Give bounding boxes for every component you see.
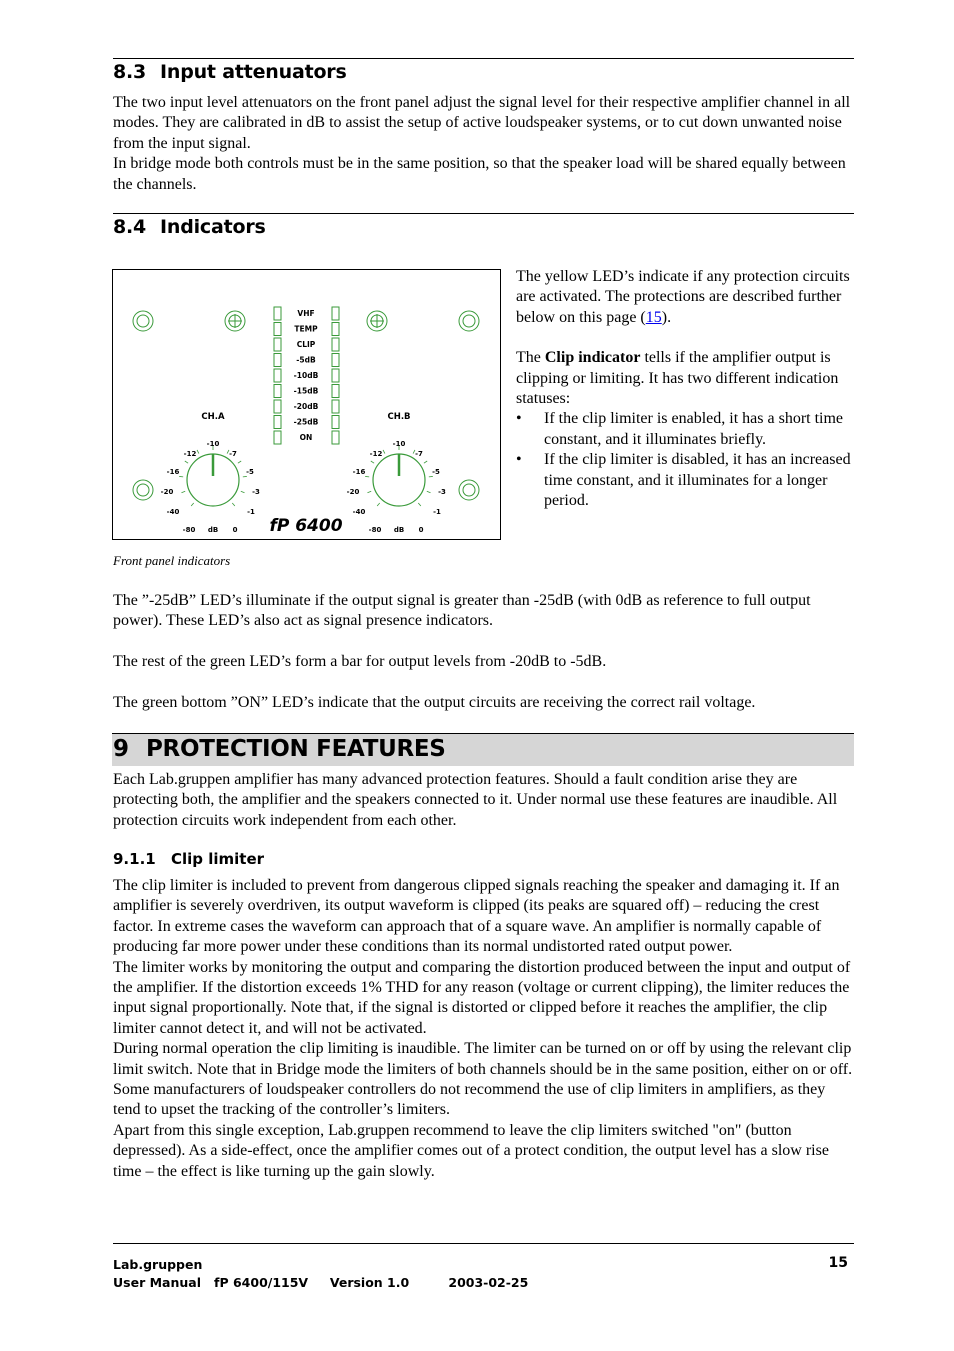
- scale-label: -7: [229, 450, 237, 458]
- led-indicator: [274, 338, 281, 351]
- ch-b-label: CH.B: [387, 412, 411, 422]
- subsection-heading-9-1-1: [113, 850, 264, 868]
- scale-label: -5: [246, 468, 254, 476]
- scale-label: -16: [166, 468, 180, 476]
- chapter-title-text: PROTECTION FEATURES: [146, 736, 446, 762]
- phillips-screw-icon: [367, 311, 387, 331]
- screw-icon: [133, 311, 153, 331]
- list-item-text: If the clip limiter is disabled, it has an increased time constant, and it illuminates for a longer period.: [544, 451, 851, 510]
- chapter-heading-9: [112, 733, 854, 766]
- attenuator-knob: [347, 440, 446, 534]
- led-label: VHF: [297, 309, 315, 318]
- text: The yellow LED’s indicate if any protection circuits are activated. The protections are described further below on this page (: [516, 268, 850, 326]
- scale-label: -1: [433, 508, 441, 516]
- led-indicator: [332, 354, 339, 367]
- footer-document-info: User Manual fP 6400/115V Version 1.0 2003-02-25: [113, 1275, 529, 1290]
- led-label: -25dB: [293, 417, 319, 427]
- section-heading-8-4: [113, 216, 266, 238]
- phillips-screw-icon: [225, 311, 245, 331]
- paragraph: During normal operation the clip limiting is inaudible. The limiter can be turned on or off by using the relevant clip limit switch. Note that in Bridge mode the limiters of both channels should be in the same position, either on or off.: [113, 1040, 853, 1078]
- led-label: -5dB: [296, 355, 316, 365]
- paragraph: The limiter works by monitoring the output and comparing the distortion produced between the input and output of the amplifier. If the distortion exceeds 1% THD for any reason (voltage or current clipping), the limiter reduces the input signal proportionally. Note that, if the signal is distorted or clipped before it reaches the amplifier, the clip limiter cannot detect it, and will not be activated.: [113, 958, 851, 1037]
- attenuator-knob: [161, 440, 260, 534]
- bold-term: Clip indicator: [544, 349, 641, 367]
- led-label: CLIP: [296, 340, 316, 349]
- scale-label: -40: [352, 508, 366, 516]
- bullet: •: [516, 451, 522, 469]
- paragraph: [516, 267, 851, 328]
- chapter-title: [113, 736, 446, 762]
- scale-label: -12: [369, 450, 383, 458]
- paragraph: [516, 348, 851, 409]
- list-item-text: If the clip limiter is enabled, it has a short time constant, and it illuminates briefly.: [544, 410, 844, 448]
- scale-label: -20: [346, 488, 360, 496]
- list-item: [516, 409, 851, 450]
- screw-icon: [133, 480, 153, 500]
- led-label: -10dB: [293, 371, 319, 380]
- section-8-3-body: [113, 93, 854, 195]
- front-panel-drawing: [113, 270, 500, 539]
- footer-company: Lab.gruppen: [113, 1257, 203, 1272]
- text: tells if the amplifier output is clipping or limiting. It has two different indication statuses:: [516, 349, 839, 408]
- scale-label: dB: [207, 526, 219, 534]
- paragraph: The clip limiter is included to prevent from dangerous clipped signals reaching the speaker and damaging it. If an amplifier is severely overdriven, its output waveform is clipped (its peaks are squared off) – reducing the crest factor. In extreme cases the waveform can approach that of a square wave. An amplifier is normally capable of producing far more power under these conditions than its normal undistorted rated output power.: [113, 877, 840, 956]
- section-title: Indicators: [160, 216, 266, 238]
- scale-label: -10: [392, 440, 406, 448]
- section-heading-8-3: [113, 61, 347, 83]
- led-indicator: [332, 369, 339, 382]
- paragraph: Each Lab.gruppen amplifier has many advanced protection features. Should a fault condition arise they are protecting both, the amplifier and the speakers connected to it. Under normal use these features are inaudible. All protection circuits work independent from each other.: [113, 771, 838, 829]
- section-number: 8.4: [113, 216, 147, 238]
- scale-label: -80: [182, 526, 196, 534]
- indicator-description: [516, 267, 851, 511]
- scale-label: -7: [415, 450, 423, 458]
- led-indicator: [274, 369, 281, 382]
- bullet-list: [516, 409, 851, 511]
- scale-label: -5: [432, 468, 440, 476]
- ch-a-label: CH.A: [201, 412, 225, 422]
- led-indicator: [274, 323, 281, 336]
- led-label: ON: [299, 433, 313, 442]
- paragraph: Some manufacturers of loudspeaker controllers do not recommend the use of clip limiters in amplifiers, as they tend to upset the tracking of the controller’s limiters.: [113, 1081, 826, 1119]
- scale-label: -10: [206, 440, 220, 448]
- section-number: 8.3: [113, 61, 147, 83]
- scale-label: 0: [418, 526, 424, 534]
- scale-label: -20: [160, 488, 174, 496]
- scale-label: -3: [438, 488, 446, 496]
- paragraph: Apart from this single exception, Lab.gruppen recommend to leave the clip limiters switched "on" (button depressed). As a side-effect, once the amplifier comes out of a protect condition, the output level has a slow rise time – the effect is like turning up the gain slowly.: [113, 1121, 829, 1180]
- subsection-number: 9.1.1: [113, 850, 156, 868]
- screw-icon: [459, 480, 479, 500]
- paragraph: The rest of the green LED’s form a bar for output levels from -20dB to -5dB.: [113, 653, 607, 670]
- scale-label: -80: [368, 526, 382, 534]
- led-label: -20dB: [293, 402, 319, 411]
- page-number: 15: [828, 1255, 848, 1271]
- led-indicator: [274, 307, 281, 320]
- paragraph: In bridge mode both controls must be in the same position, so that the speaker load will be shared equally between the channels.: [113, 155, 846, 193]
- led-indicator: [332, 338, 339, 351]
- footer-rule: [113, 1243, 854, 1244]
- chapter-number: 9: [113, 736, 129, 762]
- led-indicator: [332, 416, 339, 429]
- front-panel-figure: [112, 269, 501, 540]
- clip-limiter-body: [113, 876, 854, 1182]
- top-rule: [113, 58, 854, 59]
- screw-icon: [459, 311, 479, 331]
- section-title: Input attenuators: [160, 61, 347, 83]
- paragraph: The two input level attenuators on the front panel adjust the signal level for their respective amplifier channel in all modes. They are calibrated in dB to assist the setup of active loudspeaker systems, or to cut down unwanted noise from the input signal.: [113, 94, 851, 152]
- led-indicator: [332, 431, 339, 444]
- paragraph: The ”-25dB” LED’s illuminate if the output signal is greater than -25dB (with 0dB as reference to full output power). These LED’s also act as signal presence indicators.: [113, 592, 811, 630]
- scale-label: 0: [232, 526, 238, 534]
- led-indicator: [274, 431, 281, 444]
- bullet: •: [516, 410, 522, 428]
- led-indicator: [332, 307, 339, 320]
- list-item: [516, 450, 851, 511]
- section-rule: [113, 213, 854, 214]
- led-indicator: [274, 416, 281, 429]
- model-logo: fP 6400: [269, 516, 343, 536]
- paragraph: The green bottom ”ON” LED’s indicate that the output circuits are receiving the correct rail voltage.: [113, 694, 756, 711]
- led-indicator: [274, 354, 281, 367]
- led-indicator: [274, 400, 281, 413]
- scale-label: -1: [247, 508, 255, 516]
- text: The: [516, 349, 545, 367]
- led-indicator: [332, 400, 339, 413]
- led-indicator: [332, 385, 339, 398]
- led-indicator: [274, 385, 281, 398]
- led-label: -15dB: [293, 386, 319, 396]
- scale-label: -40: [166, 508, 180, 516]
- led-indicator: [332, 323, 339, 336]
- figure-caption: Front panel indicators: [113, 553, 231, 568]
- page-link[interactable]: 15: [645, 308, 662, 326]
- scale-label: -12: [183, 450, 197, 458]
- text: ).: [661, 308, 672, 326]
- scale-label: -3: [252, 488, 260, 496]
- led-label: TEMP: [294, 324, 318, 334]
- subsection-title: Clip limiter: [171, 850, 265, 868]
- scale-label: -16: [352, 468, 366, 476]
- scale-label: dB: [393, 526, 405, 534]
